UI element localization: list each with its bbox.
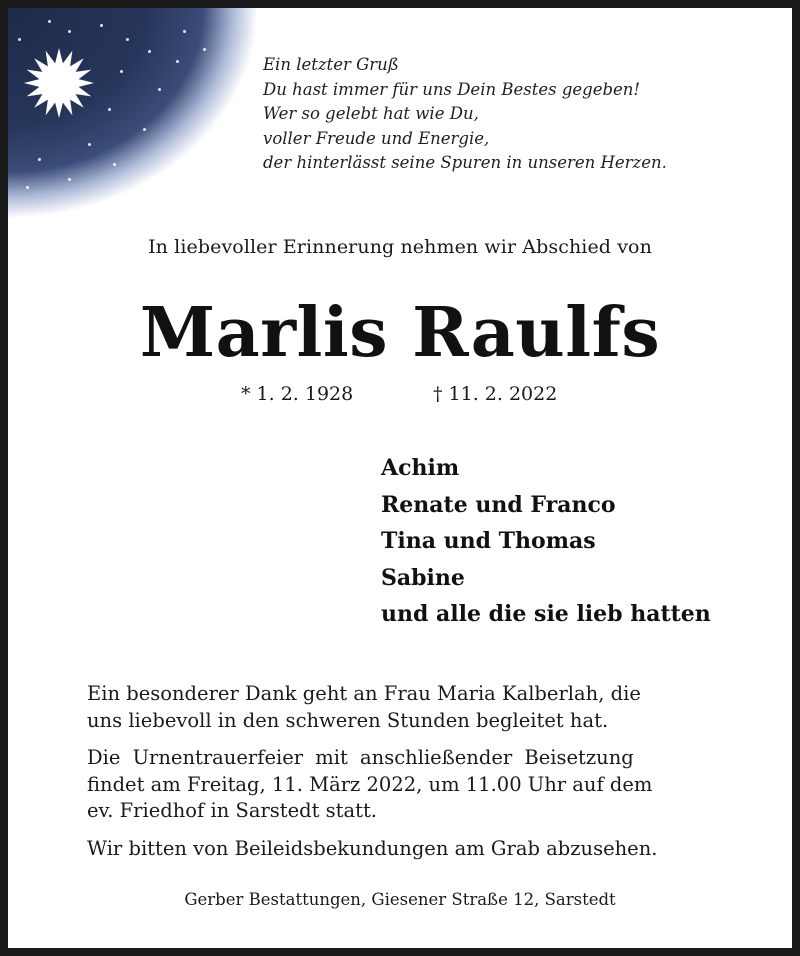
sky-dot bbox=[68, 30, 71, 33]
poem bbox=[263, 53, 733, 176]
sky-dot bbox=[88, 143, 91, 146]
request-line: Wir bitten von Beileidsbekundungen am Grab abzusehen. bbox=[87, 837, 658, 860]
sky-dot bbox=[143, 128, 146, 131]
poem-line: der hinterlässt seine Spuren in unseren Herzen. bbox=[263, 153, 667, 172]
ceremony-paragraph bbox=[87, 745, 730, 825]
mourner: Sabine bbox=[381, 564, 465, 591]
sky-dot bbox=[120, 70, 123, 73]
death-date: † 11. 2. 2022 bbox=[433, 383, 558, 405]
deceased-name: Marlis Raulfs bbox=[139, 293, 661, 373]
ceremony-line: findet am Freitag, 11. März 2022, um 11.00 Uhr auf dem bbox=[87, 772, 653, 796]
mourners-list bbox=[381, 450, 711, 633]
funeral-home: Gerber Bestattungen, Giesener Straße 12, Sarstedt bbox=[184, 890, 616, 909]
mourner: Renate und Franco bbox=[381, 491, 616, 518]
sky-dot bbox=[108, 108, 111, 111]
sky-dot bbox=[158, 88, 161, 91]
sky-dot bbox=[126, 38, 129, 41]
sky-dot bbox=[100, 24, 103, 27]
sky-dot bbox=[68, 178, 71, 181]
poem-line: voller Freude und Energie, bbox=[263, 128, 490, 148]
request-paragraph bbox=[87, 836, 730, 863]
mourner: Tina und Thomas bbox=[381, 528, 596, 554]
thanks-paragraph bbox=[87, 681, 730, 734]
thanks-line: Ein besonderer Dank geht an Frau Maria Kalberlah, die bbox=[87, 682, 641, 705]
poem-line: Wer so gelebt hat wie Du, bbox=[263, 104, 479, 123]
star-icon bbox=[22, 46, 96, 120]
poem-line: Du hast immer für uns Dein Bestes gegeben! bbox=[263, 79, 641, 99]
intro-text: In liebevoller Erinnerung nehmen wir Abschied von bbox=[148, 236, 652, 258]
sky-dot bbox=[26, 186, 29, 189]
sky-dot bbox=[113, 163, 116, 166]
sky-dot bbox=[183, 30, 186, 33]
mourner: und alle die sie lieb hatten bbox=[381, 601, 711, 627]
ceremony-line: Die Urnentrauerfeier mit anschließender Beisetzung bbox=[87, 746, 634, 769]
night-sky-decoration bbox=[8, 8, 258, 223]
birth-date: * 1. 2. 1928 bbox=[241, 383, 354, 405]
sky-dot bbox=[38, 158, 41, 161]
ceremony-line: ev. Friedhof in Sarstedt statt. bbox=[87, 799, 378, 822]
thanks-line: uns liebevoll in den schweren Stunden begleitet hat. bbox=[87, 708, 609, 732]
poem-line: Ein letzter Gruß bbox=[263, 55, 399, 74]
sky-dot bbox=[203, 48, 206, 51]
sky-dot bbox=[176, 60, 179, 63]
sky-dot bbox=[18, 38, 21, 41]
sky-dot bbox=[148, 50, 151, 53]
mourner: Achim bbox=[381, 455, 460, 481]
sky-dot bbox=[48, 20, 51, 23]
